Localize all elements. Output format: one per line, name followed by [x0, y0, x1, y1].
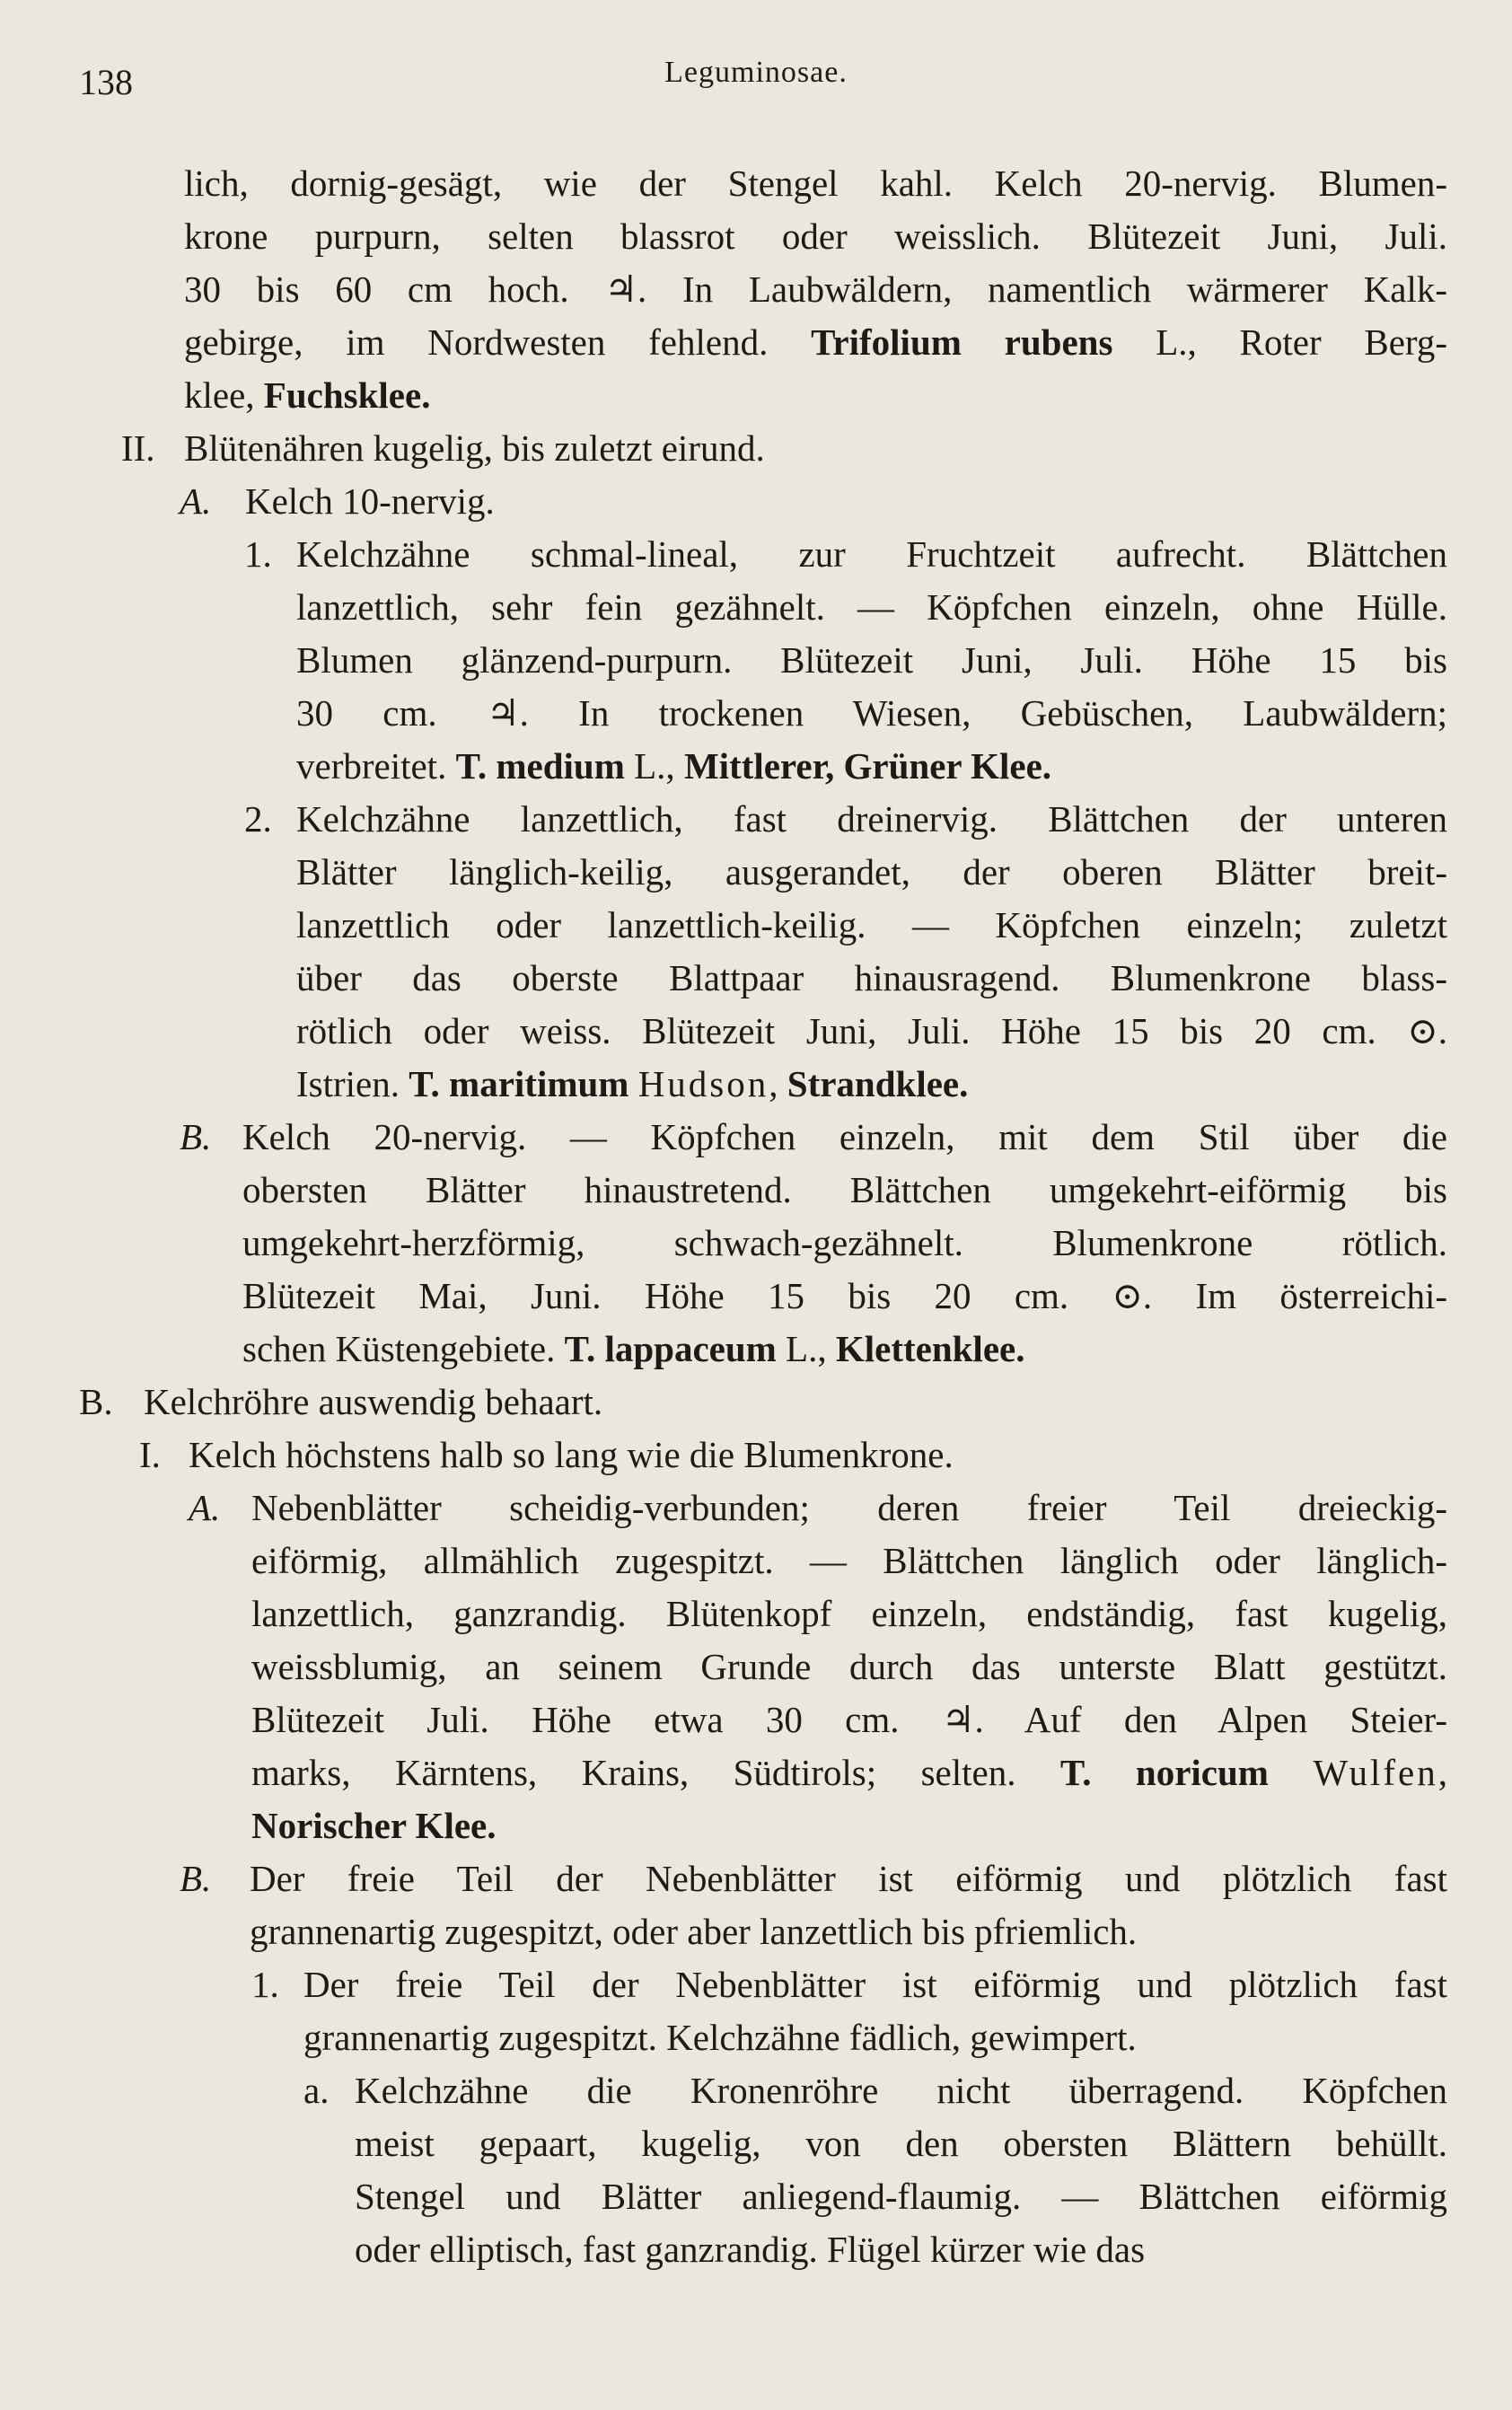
text-run: Kelch 10-nervig. [245, 480, 495, 522]
text-run: Kelchzähne lanzettlich, fast dreinervig. Blättchen der unteren [296, 798, 1447, 840]
text-run: gebirge, im Nordwesten fehlend. [184, 321, 812, 363]
bold-term: Fuchsklee. [263, 374, 431, 416]
text-run: klee, [184, 374, 264, 416]
paragraph-marker: 1. [244, 533, 272, 575]
text-run [1269, 1752, 1313, 1793]
text-run: Kelch 20-nervig. — Köpfchen einzeln, mit dem Stil über die [242, 1116, 1447, 1157]
bold-term: Trifolium rubens [811, 321, 1113, 363]
text-line [296, 532, 1447, 576]
text-line [296, 585, 1447, 629]
text-run: Blütenähren kugelig, bis zuletzt eirund. [184, 427, 765, 469]
text-run: lich, dornig-gesägt, wie der Stengel kahl. Kelch 20-nervig. Blumen- [184, 163, 1447, 204]
paragraph-marker: B. [180, 1858, 212, 1899]
bold-term: Mittlerer, Grüner Klee. [683, 745, 1052, 787]
text-run: , [1437, 1752, 1447, 1793]
text-line [296, 850, 1447, 893]
author-name: Hudson [637, 1063, 769, 1104]
text-run: grannenartig zugespitzt, oder aber lanzettlich bis pfriemlich. [250, 1911, 1138, 1952]
text-run: krone purpurn, selten blassrot oder weisslich. Blütezeit Juni, Juli. [184, 215, 1447, 257]
text-line [355, 2069, 1447, 2112]
text-run: verbreitet. [296, 745, 456, 787]
text-line [184, 321, 1447, 364]
text-run: umgekehrt-herzförmig, schwach-gezähnelt. Blumenkrone rötlich. [242, 1222, 1447, 1263]
text-line [144, 1380, 1447, 1423]
text-line [250, 1857, 1447, 1900]
paragraph-marker: 1. [251, 1964, 279, 2005]
paragraph-marker: 2. [244, 798, 272, 840]
bold-term: T. maritimum [409, 1063, 629, 1104]
text-line [296, 744, 1447, 787]
text-run: 30 cm. ♃. In trockenen Wiesen, Gebüschen, Laubwäldern; [296, 692, 1447, 734]
text-line [296, 691, 1447, 734]
text-line [242, 1327, 1447, 1370]
text-line [251, 1751, 1447, 1794]
paragraph-marker: A. [180, 480, 212, 522]
text-line [242, 1274, 1447, 1317]
text-run: lanzettlich oder lanzettlich-keilig. — Köpfchen einzeln; zuletzt [296, 904, 1447, 946]
text-run: Blütezeit Juli. Höhe etwa 30 cm. ♃. Auf den Alpen Steier- [251, 1699, 1447, 1740]
text-run: lanzettlich, sehr fein gezähnelt. — Köpfchen einzeln, ohne Hülle. [296, 586, 1447, 628]
text-line [251, 1645, 1447, 1688]
text-run: L., [624, 745, 684, 787]
text-line [296, 1009, 1447, 1052]
text-line [251, 1539, 1447, 1582]
bold-term: Norischer Klee. [251, 1805, 497, 1846]
paragraph-marker: B. [79, 1381, 113, 1422]
text-run: eiförmig, allmählich zugespitzt. — Blättchen länglich oder länglich- [251, 1540, 1447, 1581]
running-head: Leguminosae. [664, 56, 848, 89]
bold-term: Strandklee. [787, 1063, 969, 1104]
text-run: obersten Blätter hinaustretend. Blättchen umgekehrt-eiförmig bis [242, 1169, 1447, 1210]
text-run: Blütezeit Mai, Juni. Höhe 15 bis 20 cm. ⊙. Im österreichi- [242, 1275, 1447, 1316]
paragraph-marker: B. [180, 1116, 212, 1157]
text-run: Kelch höchstens halb so lang wie die Blumenkrone. [189, 1434, 954, 1475]
text-line [184, 427, 1447, 470]
text-run: Istrien. [296, 1063, 409, 1104]
text-line [184, 215, 1447, 258]
paragraph-marker: a. [303, 2070, 330, 2111]
text-run: Kelchzähne die Kronenröhre nicht überragend. Köpfchen [355, 2070, 1447, 2111]
text-run: lanzettlich, ganzrandig. Blütenkopf einzeln, endständig, fast kugelig, [251, 1593, 1447, 1634]
text-line [296, 1062, 1447, 1105]
paragraph-marker: I. [139, 1434, 161, 1475]
bold-term: T. medium [455, 745, 625, 787]
text-line [242, 1221, 1447, 1264]
text-run [629, 1063, 637, 1104]
text-run: Der freie Teil der Nebenblätter ist eiförmig und plötzlich fast [250, 1858, 1447, 1899]
text-line [251, 1804, 1447, 1847]
page-number: 138 [79, 62, 133, 102]
text-line [355, 2228, 1447, 2271]
paragraph-marker: A. [189, 1487, 221, 1528]
paragraph-marker: II. [121, 427, 155, 469]
bold-term: Klettenklee. [835, 1328, 1025, 1369]
text-run: weissblumig, an seinem Grunde durch das unterste Blatt gestützt. [251, 1646, 1447, 1687]
text-run: L., [776, 1328, 836, 1369]
text-line [251, 1698, 1447, 1741]
text-run: Blumen glänzend-purpurn. Blütezeit Juni, Juli. Höhe 15 bis [296, 639, 1447, 681]
text-line [303, 1963, 1447, 2006]
text-line [296, 903, 1447, 946]
text-run: Der freie Teil der Nebenblätter ist eiförmig und plötzlich fast [303, 1964, 1447, 2005]
text-line [184, 268, 1447, 311]
text-run: Blätter länglich-keilig, ausgerandet, der oberen Blätter breit- [296, 851, 1447, 893]
text-line [245, 479, 1447, 523]
text-line [303, 2016, 1447, 2059]
bold-term: T. noricum [1059, 1752, 1269, 1793]
text-run: , [769, 1063, 787, 1104]
text-run: Kelchröhre auswendig behaart. [144, 1381, 603, 1422]
text-run: über das oberste Blattpaar hinausragend. Blumenkrone blass- [296, 957, 1447, 998]
text-run: 30 bis 60 cm hoch. ♃. In Laubwäldern, namentlich wärmerer Kalk- [184, 268, 1447, 310]
text-line [355, 2175, 1447, 2218]
text-run: Nebenblätter scheidig-verbunden; deren freier Teil dreieckig- [251, 1487, 1447, 1528]
text-line [355, 2122, 1447, 2165]
bold-term: T. lappaceum [564, 1328, 777, 1369]
text-run: marks, Kärntens, Krains, Südtirols; selten. [251, 1752, 1060, 1793]
text-line [296, 956, 1447, 999]
text-line [296, 797, 1447, 840]
text-run: schen Küstengebiete. [242, 1328, 565, 1369]
text-line [242, 1168, 1447, 1211]
text-line [250, 1910, 1447, 1953]
text-line [184, 374, 1447, 417]
text-line [251, 1592, 1447, 1635]
text-line [251, 1486, 1447, 1529]
text-line [189, 1433, 1447, 1476]
text-run: meist gepaart, kugelig, von den obersten Blättern behüllt. [355, 2123, 1447, 2164]
text-line [184, 162, 1447, 205]
text-run: Stengel und Blätter anliegend-flaumig. — Blättchen eiförmig [355, 2176, 1447, 2217]
text-run: rötlich oder weiss. Blütezeit Juni, Juli. Höhe 15 bis 20 cm. ⊙. [296, 1010, 1447, 1051]
author-name: Wulfen [1313, 1752, 1438, 1793]
text-run: grannenartig zugespitzt. Kelchzähne fädlich, gewimpert. [303, 2017, 1137, 2058]
text-line [242, 1115, 1447, 1158]
text-run: L., Roter Berg- [1112, 321, 1447, 363]
text-run: Kelchzähne schmal-lineal, zur Fruchtzeit aufrecht. Blättchen [296, 533, 1447, 575]
text-run: oder elliptisch, fast ganzrandig. Flügel kürzer wie das [355, 2229, 1146, 2270]
text-line [296, 638, 1447, 682]
